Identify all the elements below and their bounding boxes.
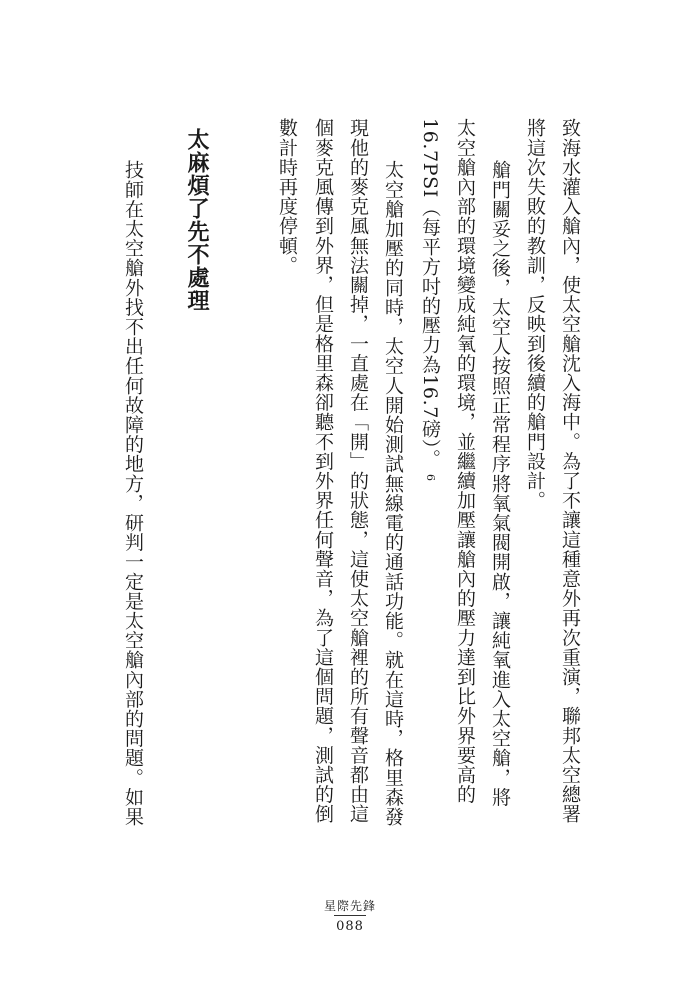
page-number: 088 <box>336 919 364 934</box>
footnote-marker: 6 <box>424 474 437 482</box>
body-column: 致海水灌入艙內，使太空艙沈入海中。為了不讓這種意外再次重演，聯邦太空總署 <box>559 118 581 824</box>
pressure-value: 16.7PSI <box>419 118 441 198</box>
body-column: 太空艙內部的環境變成純氧的環境，並繼續加壓讓艙內的壓力達到比外界要高的 <box>454 118 476 804</box>
body-column-pressure <box>415 118 445 482</box>
pressure-note: （每平方吋的壓力為 <box>419 197 441 375</box>
body-column: 個麥克風傳到外界，但是格里森卻聽不到外界任何聲音，為了這個問題，測試的倒 <box>312 118 334 824</box>
pressure-unit: 磅）。 <box>419 418 441 469</box>
body-column: 現他的麥克風無法關掉，一直處在「開」的狀態，這使太空艙裡的所有聲音都由這 <box>347 118 369 824</box>
running-footer-title: 星際先鋒 <box>323 899 376 913</box>
section-body-column: 技師在太空艙外找不出任何故障的地方，研判一定是太空艙內部的問題。如果 <box>122 160 144 827</box>
body-column: 數計時再度停頓。 <box>276 118 298 275</box>
footer-divider <box>334 915 366 916</box>
body-column: 艙門關妥之後，太空人按照正常程序將氧氣閥開啟，讓純氧進入太空艙，將 <box>489 160 511 807</box>
section-heading: 太麻煩了先不處理 <box>184 128 209 312</box>
pressure-weight: 16.7 <box>419 374 441 419</box>
body-column: 將這次失敗的教訓，反映到後續的艙門設計。 <box>524 118 546 510</box>
body-column: 太空艙加壓的同時，太空人開始測試無線電的通話功能。就在這時，格里森發 <box>382 160 404 827</box>
